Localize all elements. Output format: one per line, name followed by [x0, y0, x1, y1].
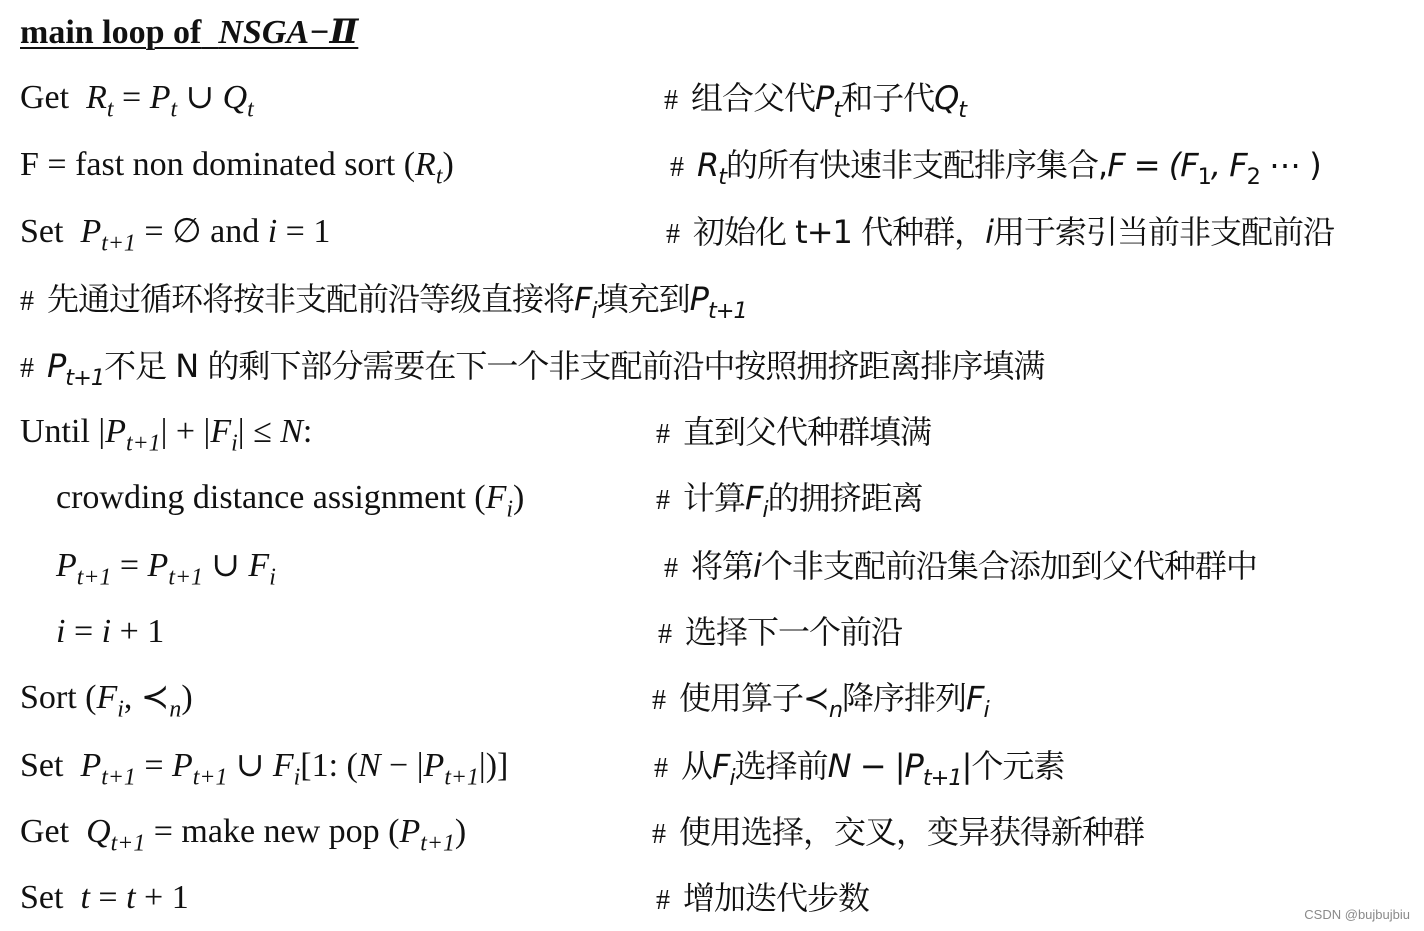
code-text: Get $R_t = P_t$ ∪ $Q_t$	[20, 79, 254, 123]
comment-text: # 直到父代种群填满	[656, 413, 932, 451]
comment-text: # 计算$F_i$的拥挤距离	[656, 479, 923, 523]
comment-text: # 使用选择，交叉，变异获得新种群	[652, 813, 1145, 851]
code-text: Sort ($F_i$, $≺_n$)	[20, 679, 193, 723]
comment-line-4	[0, 269, 1424, 329]
algorithm-title: main loop of NSGA−Ⅱ	[20, 14, 359, 51]
code-line-8	[0, 536, 1424, 596]
code-line-2	[0, 135, 1424, 195]
comment-text: # 组合父代$P_t$和子代$Q_t$	[664, 79, 967, 123]
code-text: $P_{t+1} = P_{t+1}$ ∪ $F_i$	[56, 547, 276, 591]
code-line-10	[0, 668, 1424, 728]
code-text: Set t = t + 1	[20, 879, 189, 916]
code-text: Get $Q_{t+1}$ = make new pop $(P_{t+1})$	[20, 813, 467, 857]
code-text: F = fast non dominated sort $(R_t)$	[20, 146, 454, 190]
code-text: crowding distance assignment $(F_i)$	[56, 479, 525, 523]
code-line-1	[0, 68, 1424, 128]
code-text: Set $P_{t+1}$ = ∅ and i = 1	[20, 213, 331, 257]
code-text: i = i + 1	[56, 613, 165, 650]
comment-text: # $P_{t+1}$不足 N 的剩下部分需要在下一个非支配前沿中按照拥挤距离排序填满	[20, 347, 1045, 391]
code-text: Until $|P_{t+1}| + |F_i| \le N$:	[20, 413, 313, 457]
watermark: CSDN @bujbujbiu	[1304, 907, 1410, 922]
comment-text: # 增加迭代步数	[656, 879, 870, 917]
comment-text: # $R_t$的所有快速非支配排序集合$,F = (F_1$, $F_2$ ⋯ )	[670, 146, 1321, 190]
comment-text: # 从$F_i$选择前$N - |P_{t+1}|$个元素	[654, 747, 1065, 791]
comment-text: # 使用算子$≺_n$降序排列$F_i$	[652, 679, 989, 723]
code-line-7	[0, 468, 1424, 528]
code-line-11	[0, 736, 1424, 796]
code-text: Set $P_{t+1} = P_{t+1}$ ∪ $F_i[1$: $(N - |P_{t+1}|)$]	[20, 747, 509, 791]
code-line-13	[0, 868, 1424, 928]
comment-text: # 先通过循环将按非支配前沿等级直接将$F_i$填充到$P_{t+1}$	[20, 280, 747, 324]
code-line-9	[0, 602, 1424, 662]
comment-text: # 将第i个非支配前沿集合添加到父代种群中	[664, 547, 1257, 585]
code-line-12	[0, 802, 1424, 862]
code-line-6	[0, 402, 1424, 462]
comment-text: # 选择下一个前沿	[658, 613, 903, 651]
comment-text: # 初始化 t+1 代种群，i用于索引当前非支配前沿	[666, 213, 1334, 251]
comment-line-5	[0, 336, 1424, 396]
code-line-3	[0, 202, 1424, 262]
